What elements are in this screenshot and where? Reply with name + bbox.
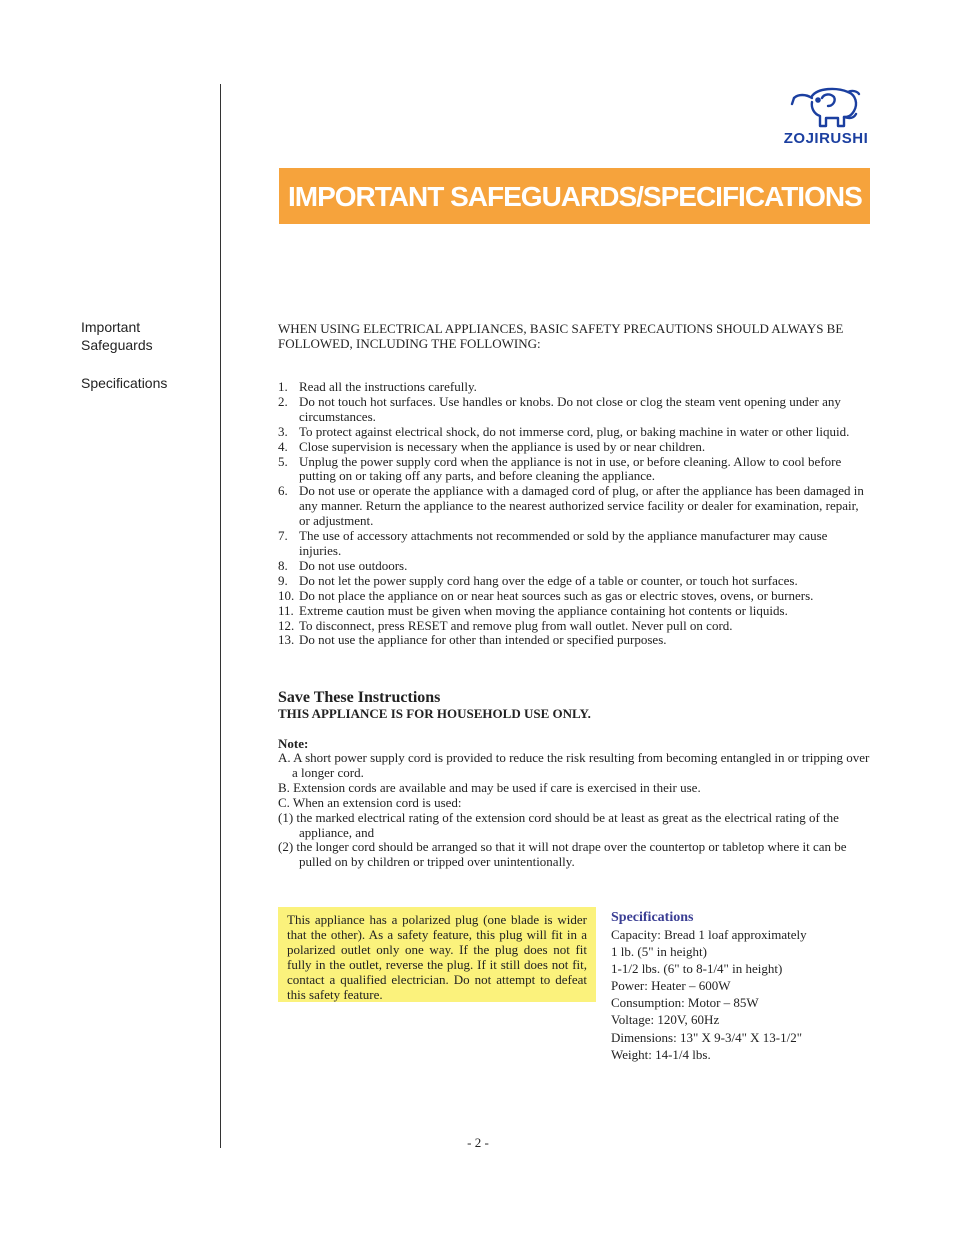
vertical-divider [220,84,221,1148]
sidebar-item-specifications[interactable]: Specifications [81,375,168,391]
list-item-text: Do not touch hot surfaces. Use handles or knobs. Do not close or clog the steam vent opening under any circumstances. [299,393,841,424]
list-item-text: Do not let the power supply cord hang over the edge of a table or counter, or touch hot surfaces. [299,572,798,588]
list-item-number: 1. [278,379,288,394]
elephant-logo-icon [778,84,874,132]
notes-list [278,751,872,870]
list-item-number: 5. [278,453,288,469]
list-item [278,484,872,529]
note-heading: Note: [278,736,309,751]
list-item-text: To disconnect, press RESET and remove plug from wall outlet. Never pull on cord. [299,617,733,633]
save-instructions-heading: Save These Instructions [278,689,441,706]
note-item: B. Extension cords are available and may be used if care is exercised in their use. [278,779,701,795]
spec-line: 1-1/2 lbs. (6" to 8-1/4" in height) [611,961,783,977]
list-item-number: 11. [278,602,294,618]
list-item [278,589,872,604]
title-banner [279,168,870,224]
spec-line: Capacity: Bread 1 loaf approximately [611,927,807,942]
list-item-text: Extreme caution must be given when moving the appliance containing hot contents or liquids. [299,602,788,618]
spec-line: Power: Heater – 600W [611,978,731,994]
specifications-title: Specifications [611,910,694,925]
list-item-number: 10. [278,587,295,603]
list-item [278,604,872,619]
list-item-text: The use of accessory attachments not recommended or sold by the appliance manufacturer may cause injuries. [299,528,828,558]
intro-text: WHEN USING ELECTRICAL APPLIANCES, BASIC SAFETY PRECAUTIONS SHOULD ALWAYS BE FOLLOWED, INCLUDING THE FOLLOWING: [278,321,844,351]
list-item-number: 3. [278,423,288,439]
spec-line: Voltage: 120V, 60Hz [611,1012,720,1028]
spec-line: Dimensions: 13" X 9-3/4" X 13-1/2" [611,1029,803,1045]
list-item-number: 2. [278,393,288,409]
list-item [278,380,872,395]
brand-wordmark: ZOJIRUSHI [783,130,869,147]
spec-line: Weight: 14-1/4 lbs. [611,1046,711,1062]
list-item-number: 4. [278,438,288,454]
list-item [278,559,872,574]
safeguards-list [278,380,872,648]
list-item-number: 12. [278,617,295,633]
spec-line: Consumption: Motor – 85W [611,995,759,1011]
sidebar-item-important-safeguards[interactable]: Important Safeguards [81,319,153,353]
page-number: - 2 - [467,1135,489,1150]
brand-logo [778,84,874,154]
household-use-notice: THIS APPLIANCE IS FOR HOUSEHOLD USE ONLY. [278,706,591,721]
page-title: IMPORTANT SAFEGUARDS/SPECIFICATIONS [288,181,862,212]
list-item [278,574,872,589]
polarized-plug-notice [278,907,596,1002]
list-item-text: Unplug the power supply cord when the appliance is not in use, or before cleaning. Allow to cool before putting on or taking off any parts, and before cleaning the appliance. [299,453,842,484]
list-item [278,425,872,440]
note-item: (1) the marked electrical rating of the extension cord should be at least as great as the electrical rating of the appliance, and [278,809,839,840]
list-item-text: To protect against electrical shock, do not immerse cord, plug, or baking machine in water or other liquid. [299,423,850,439]
note-item: C. When an extension cord is used: [278,794,462,810]
list-item [278,440,872,455]
list-item [278,529,872,559]
list-item-number: 6. [278,483,288,499]
list-item-number: 8. [278,557,288,573]
list-item [278,455,872,485]
list-item-text: Read all the instructions carefully. [299,379,477,394]
list-item-number: 13. [278,632,295,648]
note-item: A. A short power supply cord is provided to reduce the risk resulting from becoming entangled in or tripping over a longer cord. [278,750,870,780]
list-item [278,395,872,425]
list-item-text: Do not use outdoors. [299,557,408,573]
list-item [278,633,872,648]
note-item: (2) the longer cord should be arranged so that it will not drape over the countertop or tabletop where it can be pulled on by children or tripped over unintentionally. [278,839,847,870]
list-item [278,619,872,634]
list-item-number: 9. [278,572,288,588]
spec-line: 1 lb. (5" in height) [611,944,707,960]
polarized-plug-text: This appliance has a polarized plug (one blade is wider that the other). As a safety feature, this plug will fit in a polarized outlet only one way. If the plug does not fit fully in the outlet, reverse the plug. If it still does not fit, contact a qualified electrician. Do not attempt to defeat this safety feature. [287,912,587,1002]
specifications-block [611,909,871,1063]
list-item-number: 7. [278,528,288,544]
list-item-text: Do not place the appliance on or near heat sources such as gas or electric stoves, ovens, or burners. [299,587,814,603]
list-item-text: Do not use or operate the appliance with a damaged cord of plug, or after the appliance has been damaged in any manner. Return the appliance to the nearest authorized service facility or dealer for examination, repair, or adjustment. [299,483,864,529]
list-item-text: Do not use the appliance for other than intended or specified purposes. [299,632,667,648]
list-item-text: Close supervision is necessary when the appliance is used by or near children. [299,438,706,454]
